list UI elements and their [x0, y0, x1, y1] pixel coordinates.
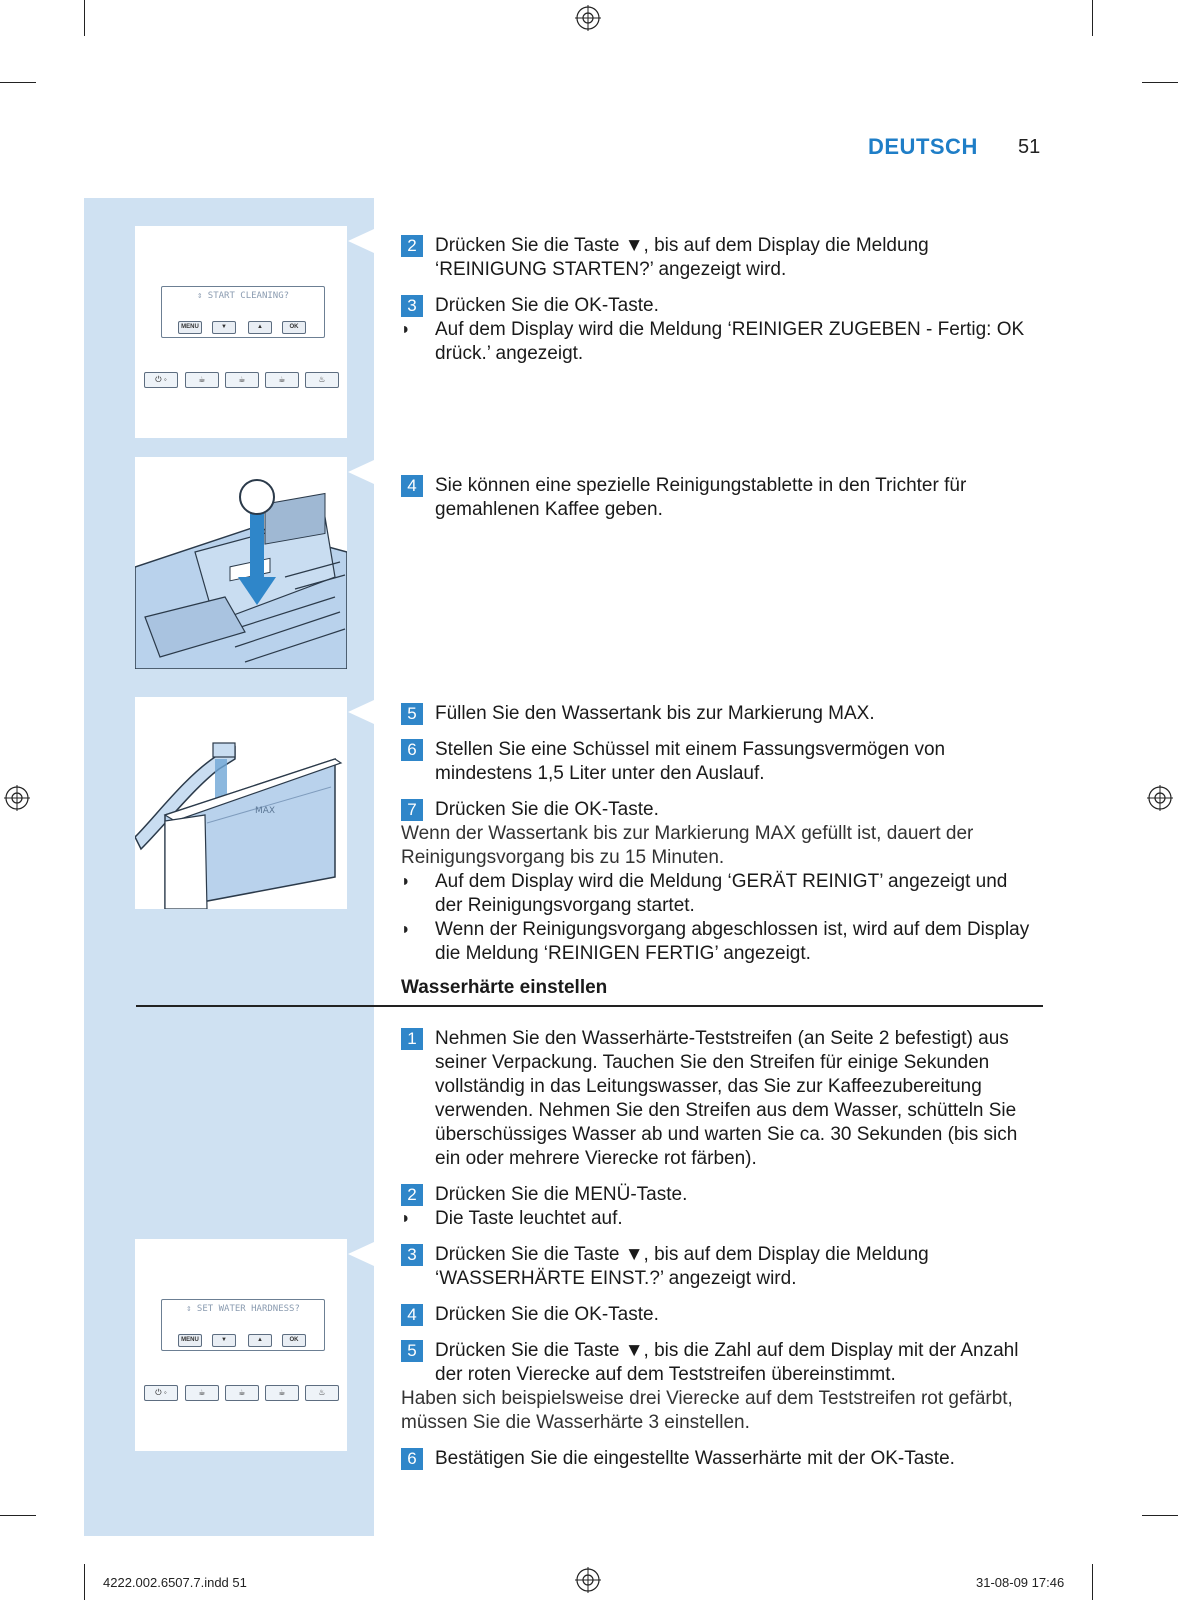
up-button: ▲ — [248, 1334, 272, 1347]
step-number: 6 — [401, 739, 423, 761]
small-cup-icon: ☕ — [185, 372, 219, 388]
step-number: 4 — [401, 475, 423, 497]
crop-mark — [84, 0, 85, 36]
section-divider — [136, 1005, 1043, 1007]
step-item — [401, 1183, 1031, 1207]
bullet-text: Auf dem Display wird die Meldung ‘GERÄT REINIGT’ angezeigt und der Reinigungsvorgang startet. — [435, 871, 1008, 916]
small-cup-icon: ☕ — [185, 1385, 219, 1401]
display-screen — [161, 286, 325, 338]
registration-mark-icon — [4, 785, 30, 811]
cup-icon: ☕ — [225, 372, 259, 388]
step-number: 1 — [401, 1028, 423, 1050]
bullet-item — [401, 1207, 1031, 1231]
step-number: 3 — [401, 1244, 423, 1266]
water-tank-illustration — [135, 697, 347, 909]
step-item — [401, 1447, 1031, 1471]
water-tank-fill-illustration — [135, 697, 347, 909]
registration-mark-icon — [575, 5, 601, 31]
step-text: Bestätigen Sie die eingestellte Wasserhärte mit der OK-Taste. — [435, 1448, 955, 1469]
step-text: Drücken Sie die Taste ▼, bis auf dem Display die Meldung ‘WASSERHÄRTE EINST.?’ angezeigt wird. — [435, 1244, 929, 1289]
registration-mark-icon — [575, 1567, 601, 1593]
step-number: 2 — [401, 235, 423, 257]
step-text: Drücken Sie die Taste ▼, bis auf dem Display die Meldung ‘REINIGUNG STARTEN?’ angezeigt wird. — [435, 235, 929, 280]
control-panel-illustration — [135, 226, 347, 438]
step-number: 4 — [401, 1304, 423, 1326]
step-item — [401, 1303, 1031, 1327]
step-text: Drücken Sie die OK-Taste. — [435, 295, 659, 316]
step-item — [401, 702, 1031, 726]
bullet-icon: ◗ — [401, 321, 411, 338]
step-text: Sie können eine spezielle Reinigungstablette in den Trichter für gemahlenen Kaffee geben. — [435, 475, 967, 520]
large-cup-icon: ☕ — [265, 372, 299, 388]
steam-icon: ♨ — [305, 1385, 339, 1401]
bullet-text: Auf dem Display wird die Meldung ‘REINIGER ZUGEBEN - Fertig: OK drück.’ angezeigt. — [435, 319, 1025, 364]
menu-button: MENU — [178, 1334, 202, 1347]
crop-mark — [84, 1564, 85, 1600]
pointer — [348, 700, 374, 724]
step-text: Drücken Sie die MENÜ-Taste. — [435, 1184, 688, 1205]
page-number: 51 — [1018, 136, 1041, 158]
large-cup-icon: ☕ — [265, 1385, 299, 1401]
ok-button: OK — [282, 321, 306, 334]
bullet-item — [401, 918, 1031, 966]
pointer — [348, 229, 374, 253]
step-text: Füllen Sie den Wassertank bis zur Markierung MAX. — [435, 703, 875, 724]
display-text: ⇕ START CLEANING? — [196, 291, 290, 301]
step-item — [401, 1027, 1031, 1171]
coffee-machine-illustration — [135, 457, 347, 669]
bullet-item — [401, 318, 1031, 366]
step-text: Drücken Sie die Taste ▼, bis die Zahl auf dem Display mit der Anzahl der roten Vierecke auf dem Teststreifen übereinstimmt. — [435, 1340, 1019, 1385]
steam-icon: ♨ — [305, 372, 339, 388]
step-text: Stellen Sie eine Schüssel mit einem Fassungsvermögen von mindestens 1,5 Liter unter den Auslauf. — [435, 739, 946, 784]
step-number: 6 — [401, 1448, 423, 1470]
step-number: 5 — [401, 1340, 423, 1362]
pointer — [348, 1242, 374, 1266]
step-item — [401, 294, 1031, 318]
section-heading: Wasserhärte einstellen — [401, 977, 608, 998]
control-panel-illustration — [135, 1239, 347, 1451]
display-screen — [161, 1299, 325, 1351]
tank-max-label: MAX — [255, 806, 276, 816]
note-text: Haben sich beispielsweise drei Vierecke auf dem Teststreifen rot gefärbt, müssen Sie die Wasserhärte 3 einstellen. — [401, 1388, 1013, 1433]
ok-button: OK — [282, 1334, 306, 1347]
crop-mark — [0, 82, 36, 83]
step-item — [401, 234, 1031, 282]
bullet-icon: ◗ — [401, 1210, 411, 1227]
bullet-text: Wenn der Reinigungsvorgang abgeschlossen ist, wird auf dem Display die Meldung ‘REINIGEN FERTIG’ angezeigt. — [435, 919, 1030, 964]
step-text: Nehmen Sie den Wasserhärte-Teststreifen (an Seite 2 befestigt) aus seiner Verpackung. Tauchen Sie den Streifen für einige Sekunden vollständig in das Leitungswasser, das Sie zur Kaffeezubereitung verwenden. Nehmen Sie den Streifen aus dem Wasser, schütteln Sie überschüssiges Wasser ab und warten Sie ca. 30 Sekunden (bis sich ein oder mehrere Vierecke rot färben). — [435, 1028, 1018, 1169]
step-number: 7 — [401, 799, 423, 821]
down-button: ▼ — [212, 1334, 236, 1347]
up-button: ▲ — [248, 321, 272, 334]
step-number: 5 — [401, 703, 423, 725]
step-text: Drücken Sie die OK-Taste. — [435, 1304, 659, 1325]
step-item — [401, 798, 1031, 822]
tablet-insert-illustration — [135, 457, 347, 669]
crop-mark — [1092, 0, 1093, 36]
language-heading: DEUTSCH — [868, 134, 978, 159]
pointer — [348, 460, 374, 484]
step-item — [401, 1339, 1031, 1387]
crop-mark — [1142, 1515, 1178, 1516]
step-number: 2 — [401, 1184, 423, 1206]
display-text: ⇕ SET WATER HARDNESS? — [186, 1304, 300, 1314]
power-icon: ⏻ ◦ — [144, 372, 178, 388]
note-text: Wenn der Wassertank bis zur Markierung MAX gefüllt ist, dauert der Reinigungsvorgang bis zu 15 Minuten. — [401, 823, 974, 868]
step-item — [401, 474, 1031, 522]
step-item — [401, 738, 1031, 786]
power-icon: ⏻ ◦ — [144, 1385, 178, 1401]
crop-mark — [1142, 82, 1178, 83]
footer-filename: 4222.002.6507.7.indd 51 — [103, 1575, 247, 1590]
crop-mark — [0, 1515, 36, 1516]
footer-date: 31-08-09 17:46 — [976, 1575, 1065, 1590]
bullet-item — [401, 870, 1031, 918]
menu-button: MENU — [178, 321, 202, 334]
step-number: 3 — [401, 295, 423, 317]
down-button: ▼ — [212, 321, 236, 334]
cup-icon: ☕ — [225, 1385, 259, 1401]
bullet-icon: ◗ — [401, 921, 411, 938]
bullet-text: Die Taste leuchtet auf. — [435, 1208, 623, 1229]
step-item — [401, 1243, 1031, 1291]
step-text: Drücken Sie die OK-Taste. — [435, 799, 659, 820]
crop-mark — [1092, 1564, 1093, 1600]
registration-mark-icon — [1147, 785, 1173, 811]
bullet-icon: ◗ — [401, 873, 411, 890]
